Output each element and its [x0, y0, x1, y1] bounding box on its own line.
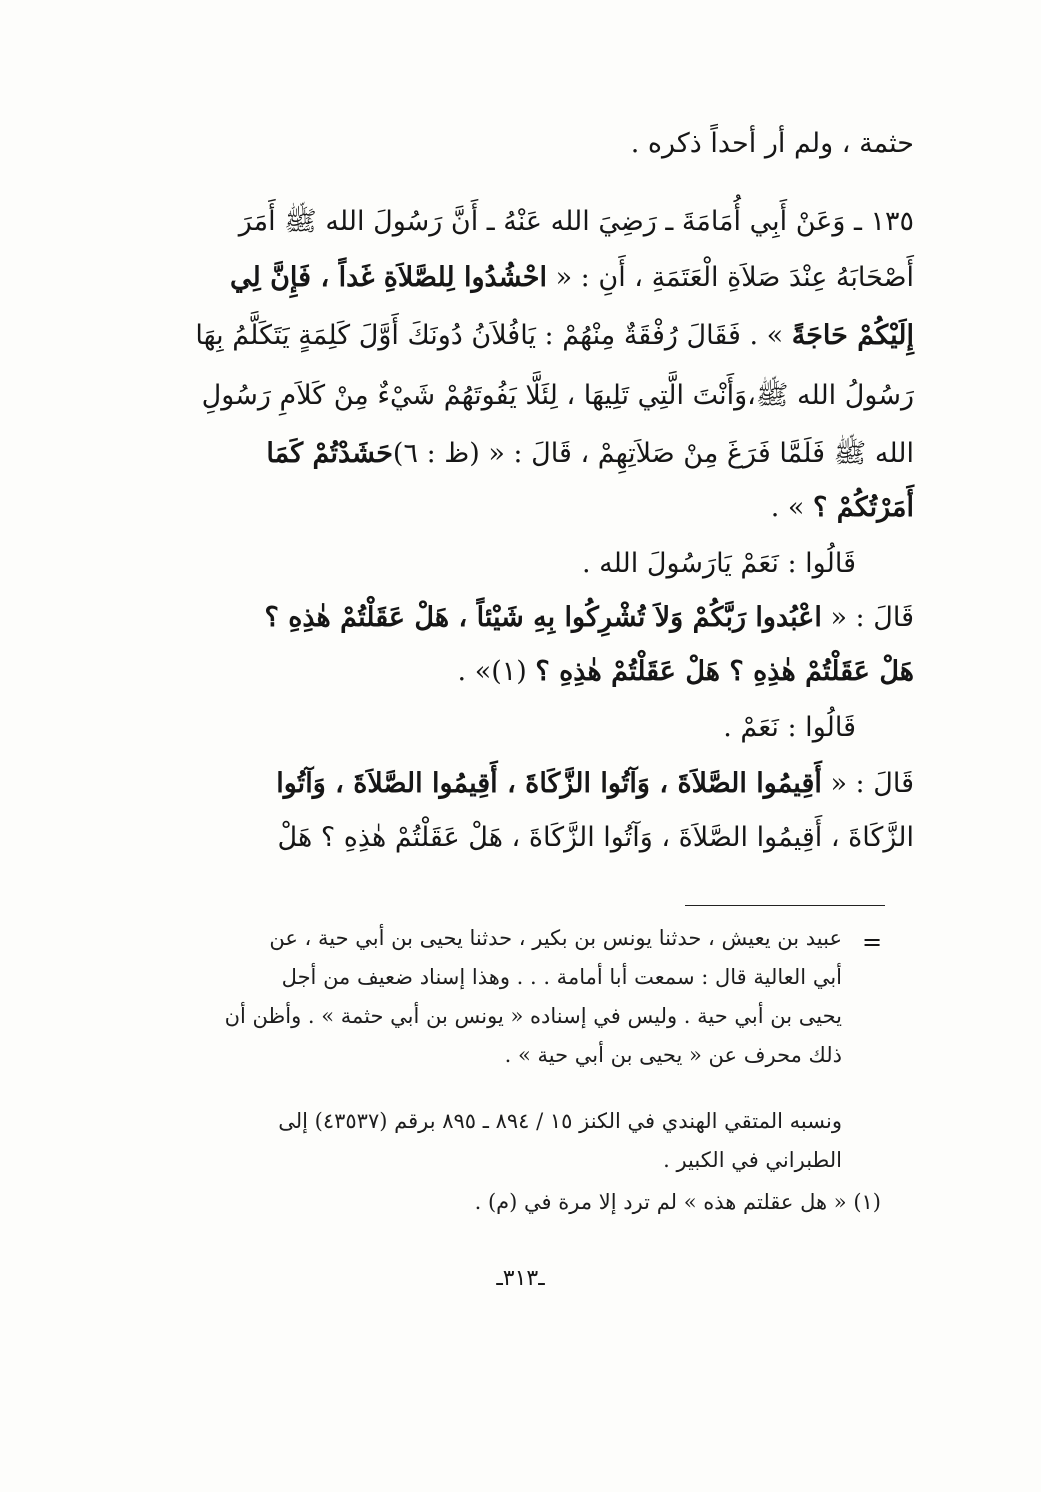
text-run: ١٣٥ ـ وَعَنْ أَبِي أُمَامَةَ ـ رَضِيَ الله عَنْهُ ـ أَنَّ رَسُولَ الله ﷺ أَمَرَ	[238, 206, 914, 237]
text-run: (١)» .	[457, 656, 536, 687]
footnote-line-1	[269, 926, 842, 950]
dialogue-line-2	[264, 602, 914, 633]
text-run: قَالُوا : نَعَمْ .	[723, 712, 856, 743]
hadith-135-line-1	[239, 204, 914, 244]
text-run: ذلك محرف عن « يحيى بن أبي حية » .	[504, 1043, 842, 1067]
dialogue-line-5	[276, 768, 914, 799]
text-run: حثمة ، ولم أر أحداً ذكره .	[630, 128, 914, 159]
text-run: يحيى بن أبي حية . وليس في إسناده « يونس بن أبي حثمة » . وأظن أن	[224, 1004, 842, 1028]
dialogue-line-3	[458, 656, 914, 687]
text-run: عبيد بن يعيش ، حدثنا يونس بن بكير ، حدثنا يحيى بن أبي حية ، عن	[269, 926, 842, 950]
dialogue-line-4	[723, 712, 856, 743]
bold-text-run: هَلْ عَقَلْتُمْ هٰذِهِ ؟ هَلْ عَقَلْتُمْ هٰذِهِ ؟	[535, 656, 914, 687]
page-number: ـ٣١٣ـ	[496, 1266, 545, 1291]
bold-text-run: احْشُدُوا لِلصَّلاَةِ غَداً ، فَإِنَّ لِي	[229, 262, 547, 293]
hadith-135-line-2	[230, 262, 914, 293]
text-run: ونسبه المتقي الهندي في الكنز ١٥ / ٨٩٤ ـ ٨٩٥ برقم (٤٣٥٣٧) إلى	[278, 1109, 842, 1133]
dialogue-line-1	[582, 548, 856, 579]
hadith-135-line-4	[202, 378, 914, 418]
footnote-line-2	[282, 965, 842, 989]
text-run: أَصْحَابَهُ عِنْدَ صَلاَةِ الْعَتَمَةِ ، أَنِ : «	[547, 262, 914, 293]
footnote-line-4	[505, 1043, 842, 1067]
bold-text-run: أَمَرْتُكُمْ ؟	[813, 492, 914, 523]
text-run: قَالَ : «	[821, 602, 914, 633]
text-run: » . فَقَالَ رُفْقَةٌ مِنْهُمْ : يَافُلاَنُ دُونَكَ أَوَّلَ كَلِمَةٍ يَتَكَلَّمُ بِهَا	[195, 320, 792, 351]
text-run: الله ﷺ فَلَمَّا فَرَغَ مِنْ صَلاَتِهِمْ ، قَالَ : « (ظ : ٦)	[392, 438, 914, 469]
footnote-continuation-mark: =	[862, 928, 883, 956]
text-run: الطبراني في الكبير .	[663, 1148, 842, 1172]
footnote-line-3	[225, 1004, 842, 1028]
text-run: » .	[770, 492, 813, 523]
footnote-1	[475, 1190, 881, 1214]
text-run: قَالَ : «	[821, 768, 914, 799]
footnote-line-5	[278, 1109, 842, 1133]
hadith-135-line-5	[266, 436, 914, 476]
footnote-separator	[685, 905, 885, 906]
text-run: أبي العالية قال : سمعت أبا أمامة . . . وهذا إسناد ضعيف من أجل	[281, 965, 842, 989]
body-line-1	[631, 128, 914, 159]
hadith-135-line-3	[195, 320, 914, 351]
footnote-line-6	[663, 1148, 842, 1172]
bold-text-run: أَقِيمُوا الصَّلاَةَ ، وَآتُوا الزَّكَاةَ ، أَقِيمُوا الصَّلاَةَ ، وَآتُوا	[276, 768, 822, 799]
bold-text-run: إِلَيْكُمْ حَاجَةً	[791, 320, 914, 351]
text-run: قَالُوا : نَعَمْ يَارَسُولَ الله .	[581, 548, 856, 579]
dialogue-line-6	[278, 822, 914, 853]
text-run: رَسُولُ الله ﷺ،وَأَنْتَ الَّتِي تَلِيهَا ، لِئَلَّا يَفُوتَهُمْ شَيْءٌ مِنْ كَلاَمِ رَسُولِ	[201, 380, 914, 411]
bold-text-run: اعْبُدوا رَبَّكُمْ وَلاَ تُشْرِكُوا بِهِ شَيْئاً ، هَلْ عَقَلْتُمْ هٰذِهِ ؟	[264, 602, 822, 633]
text-run: (١) « هل عقلتم هذه » لم ترد إلا مرة في (م) .	[474, 1190, 881, 1214]
bold-text-run: الزَّكَاةَ ، أَقِيمُوا الصَّلاَةَ ، وَآتُوا الزَّكَاةَ ، هَلْ عَقَلْتُمْ هٰذِهِ ؟ هَلْ	[277, 822, 914, 853]
hadith-135-line-6	[771, 492, 914, 523]
bold-text-run: حَشَدْتُمْ كَمَا	[266, 438, 393, 469]
